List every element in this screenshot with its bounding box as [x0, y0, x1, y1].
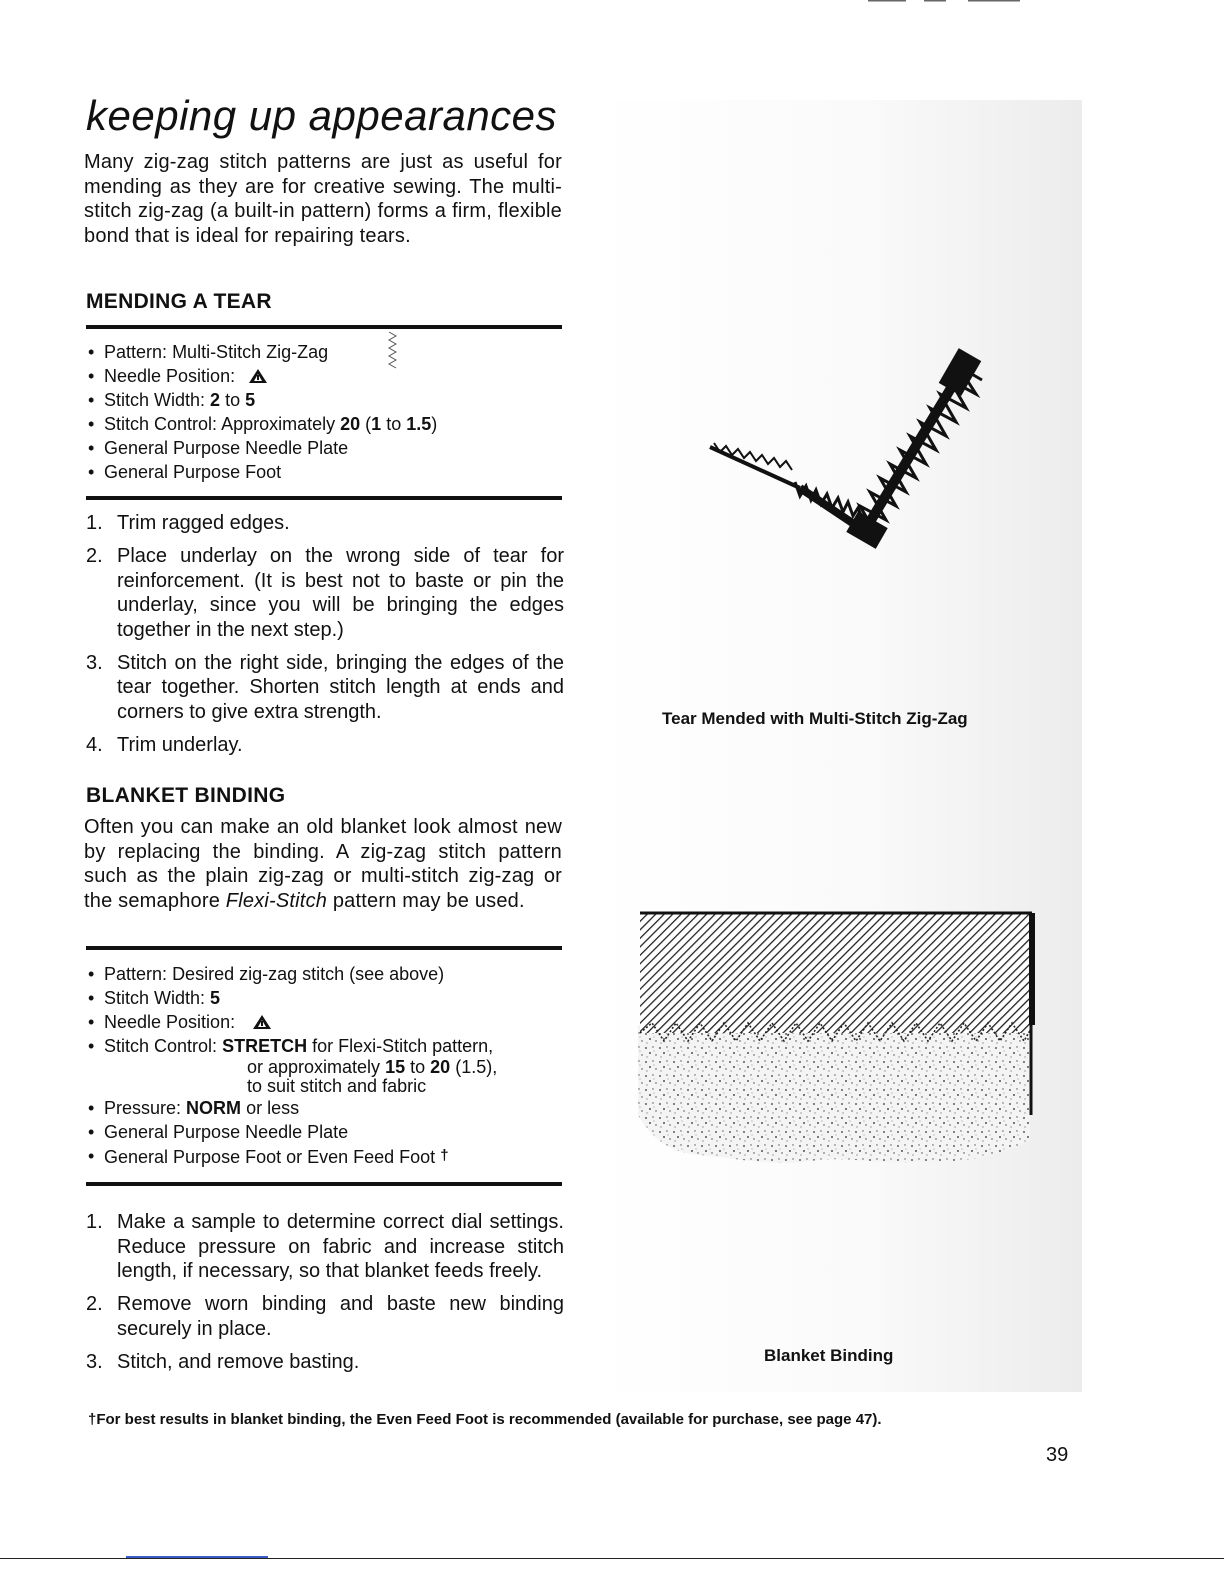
mending-heading: MENDING A TEAR: [86, 290, 272, 313]
blanket-caption: Blanket Binding: [764, 1346, 894, 1365]
spec-stitch-control: • Stitch Control: Approximately 20 (1 to 1.5): [86, 412, 437, 436]
spec-needle-plate: • General Purpose Needle Plate: [86, 1120, 497, 1144]
spec-stitch-width: • Stitch Width: 5: [86, 986, 497, 1010]
page-title: keeping up appearances: [86, 92, 558, 139]
spec-foot: • General Purpose Foot or Even Feed Foot †: [86, 1144, 497, 1169]
mending-steps: [86, 511, 564, 766]
spec-pressure: • Pressure: NORM or less: [86, 1096, 497, 1120]
spec-needle-position: • Needle Position:: [86, 364, 437, 388]
blanket-top-rule: [86, 946, 562, 950]
mending-spec-list: [86, 340, 437, 484]
mending-step: 1. Trim ragged edges.: [86, 512, 290, 534]
needle-position-icon: [248, 368, 268, 384]
needle-position-icon: [252, 1014, 272, 1030]
blanket-heading: BLANKET BINDING: [86, 784, 286, 807]
spec-needle-position: • Needle Position:: [86, 1010, 497, 1034]
footnote: †For best results in blanket binding, the Even Feed Foot is recommended (available for purchase, see page 47).: [88, 1411, 882, 1428]
bottom-rule: [0, 1558, 1224, 1559]
blanket-spec-list: [86, 962, 497, 1169]
mending-step: 2. Place underlay on the wrong side of tear for reinforcement. (It is best not to baste or pin the underlay, since you will be bringing the edges together in the next step.): [86, 545, 564, 641]
spec-foot: • General Purpose Foot: [86, 460, 437, 484]
mending-top-rule: [86, 325, 562, 329]
spec-stitch-control: • Stitch Control: STRETCH for Flexi-Stitch pattern, or approximately 15 to 20 (1.5), to suit stitch and fabric: [86, 1034, 497, 1096]
mending-step: 3. Stitch on the right side, bringing the edges of the tear together. Shorten stitch length at ends and corners to give extra strength.: [86, 651, 564, 723]
mending-step: 4. Trim underlay.: [86, 733, 243, 756]
top-edge-marks: [868, 0, 1028, 3]
blanket-steps: [86, 1210, 564, 1383]
illustration-background: [596, 100, 1082, 1392]
blanket-step: 2. Remove worn binding and baste new binding securely in place.: [86, 1293, 564, 1340]
page-number: 39: [1046, 1444, 1069, 1466]
mending-bottom-rule: [86, 496, 562, 500]
blanket-binding-illustration: [630, 905, 1040, 1170]
blanket-intro-paragraph: Often you can make an old blanket look almost new by replacing the binding. A zig-zag stitch pattern such as the plain zig-zag or multi-stitch zig-zag or the semaphore Flexi-Stitch pattern may be used.: [84, 816, 562, 912]
spec-pattern: • Pattern: Multi-Stitch Zig-Zag: [86, 340, 437, 364]
tear-caption: Tear Mended with Multi-Stitch Zig-Zag: [662, 709, 968, 728]
blanket-step: 3. Stitch, and remove basting.: [86, 1350, 360, 1373]
spec-stitch-width: • Stitch Width: 2 to 5: [86, 388, 437, 412]
intro-paragraph: Many zig-zag stitch patterns are just as useful for mending as they are for creative sewing. The multi-stitch zig-zag (a built-in pattern) forms a firm, flexible bond that is ideal for repairing tears.: [84, 151, 562, 247]
bottom-accent-line: [126, 1556, 268, 1558]
spec-pattern: • Pattern: Desired zig-zag stitch (see above): [86, 962, 497, 986]
blanket-bottom-rule: [86, 1182, 562, 1186]
blanket-step: 1. Make a sample to determine correct dial settings. Reduce pressure on fabric and increase stitch length, if necessary, so that blanket feeds freely.: [86, 1211, 564, 1282]
spec-needle-plate: • General Purpose Needle Plate: [86, 436, 437, 460]
tear-mended-illustration: [700, 340, 1000, 570]
